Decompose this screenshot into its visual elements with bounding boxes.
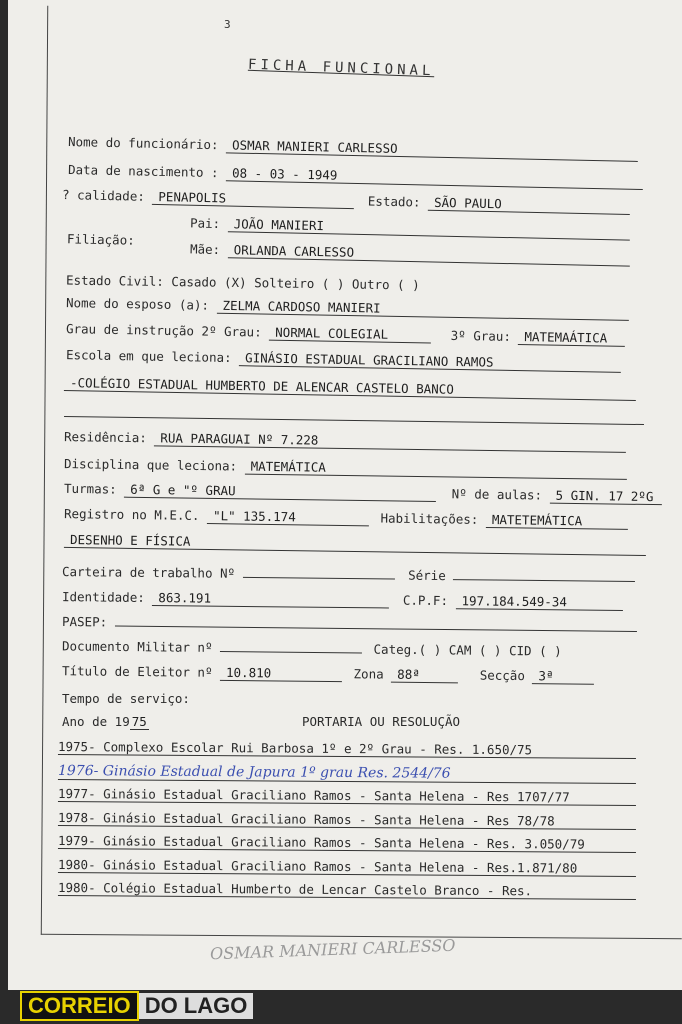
esposo-value: ZELMA CARDOSO MANIERI [216, 298, 628, 321]
portaria-label: PORTARIA OU RESOLUÇÃO [302, 714, 461, 729]
service-line: 1980- Colégio Estadual Humberto de Lencar Castelo Branco - Res. [58, 880, 636, 900]
escola-label: Escola em que leciona: [65, 347, 232, 366]
pai-label: Pai: [189, 215, 221, 232]
carteira-label: Carteira de trabalho Nº [61, 563, 236, 581]
service-line: 1979- Ginásio Estadual Graciliano Ramos - Santa Helena - Res. 3.050/79 [58, 833, 636, 853]
nome-label: Nome do funcionário: [67, 134, 219, 153]
ano-value: 75 [131, 714, 147, 729]
disciplina-value: MATEMÁTICA [245, 459, 627, 480]
ano-label: Ano de 19 [62, 714, 130, 729]
tempo-label: Tempo de serviço: [62, 691, 190, 706]
grau2-value: NORMAL COLEGIAL [269, 325, 431, 344]
mae-label: Mãe: [189, 241, 221, 258]
eleitor-value: 10.810 [220, 665, 342, 682]
eleitor-label: Título de Eleitor nº [61, 663, 213, 680]
nascimento-value: 08 - 03 - 1949 [226, 165, 643, 190]
aulas-value: 5 GIN. 17 2ºG [549, 488, 661, 506]
militar-value [220, 651, 362, 653]
grau3-value: MATEMAÁTICA [518, 329, 625, 347]
localidade-label: ? calidade: [61, 187, 146, 204]
pasep-label: PASEP: [61, 613, 108, 630]
esposo-label: Nome do esposo (a): [65, 295, 210, 313]
turmas-label: Turmas: [63, 480, 117, 497]
filiacao-label: Filiação: [66, 231, 135, 248]
zona-value: 88ª [391, 667, 458, 684]
cpf-label: C.P.F: [402, 592, 449, 609]
militar-label: Documento Militar nº [61, 638, 213, 655]
estado-value: SÃO PAULO [428, 195, 630, 215]
estado-label: Estado: [367, 193, 421, 210]
carteira-value [243, 577, 395, 580]
disciplina-label: Disciplina que leciona: [63, 456, 238, 474]
signature: OSMAR MANIERI CARLESSO [209, 935, 456, 964]
habilitacoes-label: Habilitações: [380, 510, 479, 527]
service-line: 1980- Ginásio Estadual Graciliano Ramos - Santa Helena - Res.1.871/80 [58, 856, 636, 876]
service-line: 1977- Ginásio Estadual Graciliano Ramos - Santa Helena - Res 1707/77 [58, 786, 636, 806]
cpf-value: 197.184.549-34 [455, 593, 622, 611]
grau-label: Grau de instrução 2º Grau: [65, 321, 262, 340]
service-line: 1975- Complexo Escolar Rui Barbosa 1º e 2º Grau - Res. 1.650/75 [58, 739, 636, 759]
grau3-label: 3º Grau: [450, 327, 512, 344]
identidade-value: 863.191 [152, 590, 389, 608]
serie-value [453, 579, 635, 582]
secao-label: Secção [479, 667, 525, 684]
identidade-label: Identidade: [61, 589, 145, 605]
turmas-value: 6ª G e "º GRAU [124, 482, 436, 502]
residencia-value: RUA PARAGUAI Nº 7.228 [154, 430, 626, 453]
escola-value-2: -COLÉGIO ESTADUAL HUMBERTO DE ALENCAR CASTELO BANCO [64, 375, 636, 401]
aulas-label: Nº de aulas: [451, 486, 543, 503]
zona-label: Zona [353, 666, 384, 682]
secao-value: 3ª [532, 668, 594, 685]
categ-text: Categ.( ) CAM ( ) CID ( ) [373, 641, 562, 659]
page-number: 3 [224, 18, 231, 31]
newspaper-logo [20, 992, 253, 1020]
serie-label: Série [408, 567, 446, 584]
form-title: FICHA FUNCIONAL [247, 56, 435, 80]
mec-value: "L" 135.174 [207, 508, 369, 526]
nome-value: OSMAR MANIERI CARLESSO [226, 137, 638, 162]
habilitacoes-value-2: DESENHO E FÍSICA [64, 532, 646, 556]
escola-value-1: GINÁSIO ESTADUAL GRACILIANO RAMOS [239, 350, 621, 373]
estado-civil: Estado Civil: Casado (X) Solteiro ( ) Outro ( ) [65, 272, 420, 293]
logo-part-1: CORREIO [20, 991, 139, 1021]
habilitacoes-value-1: MATETEMÁTICA [486, 512, 628, 530]
localidade-value: PENAPOLIS [152, 189, 354, 209]
mec-label: Registro no M.E.C. [63, 506, 200, 523]
nascimento-label: Data de nascimento : [67, 161, 219, 181]
mae-value: ORLANDA CARLESSO [228, 242, 630, 266]
logo-part-2: DO LAGO [139, 993, 254, 1019]
row-ano [62, 714, 149, 730]
pai-value: JOÃO MANIERI [228, 216, 630, 240]
residencia-label: Residência: [63, 429, 147, 446]
service-line: 1976- Ginásio Estadual de Japura 1º grau Res. 2544/76 [58, 762, 636, 783]
service-line: 1978- Ginásio Estadual Graciliano Ramos - Santa Helena - Res 78/78 [58, 809, 636, 829]
